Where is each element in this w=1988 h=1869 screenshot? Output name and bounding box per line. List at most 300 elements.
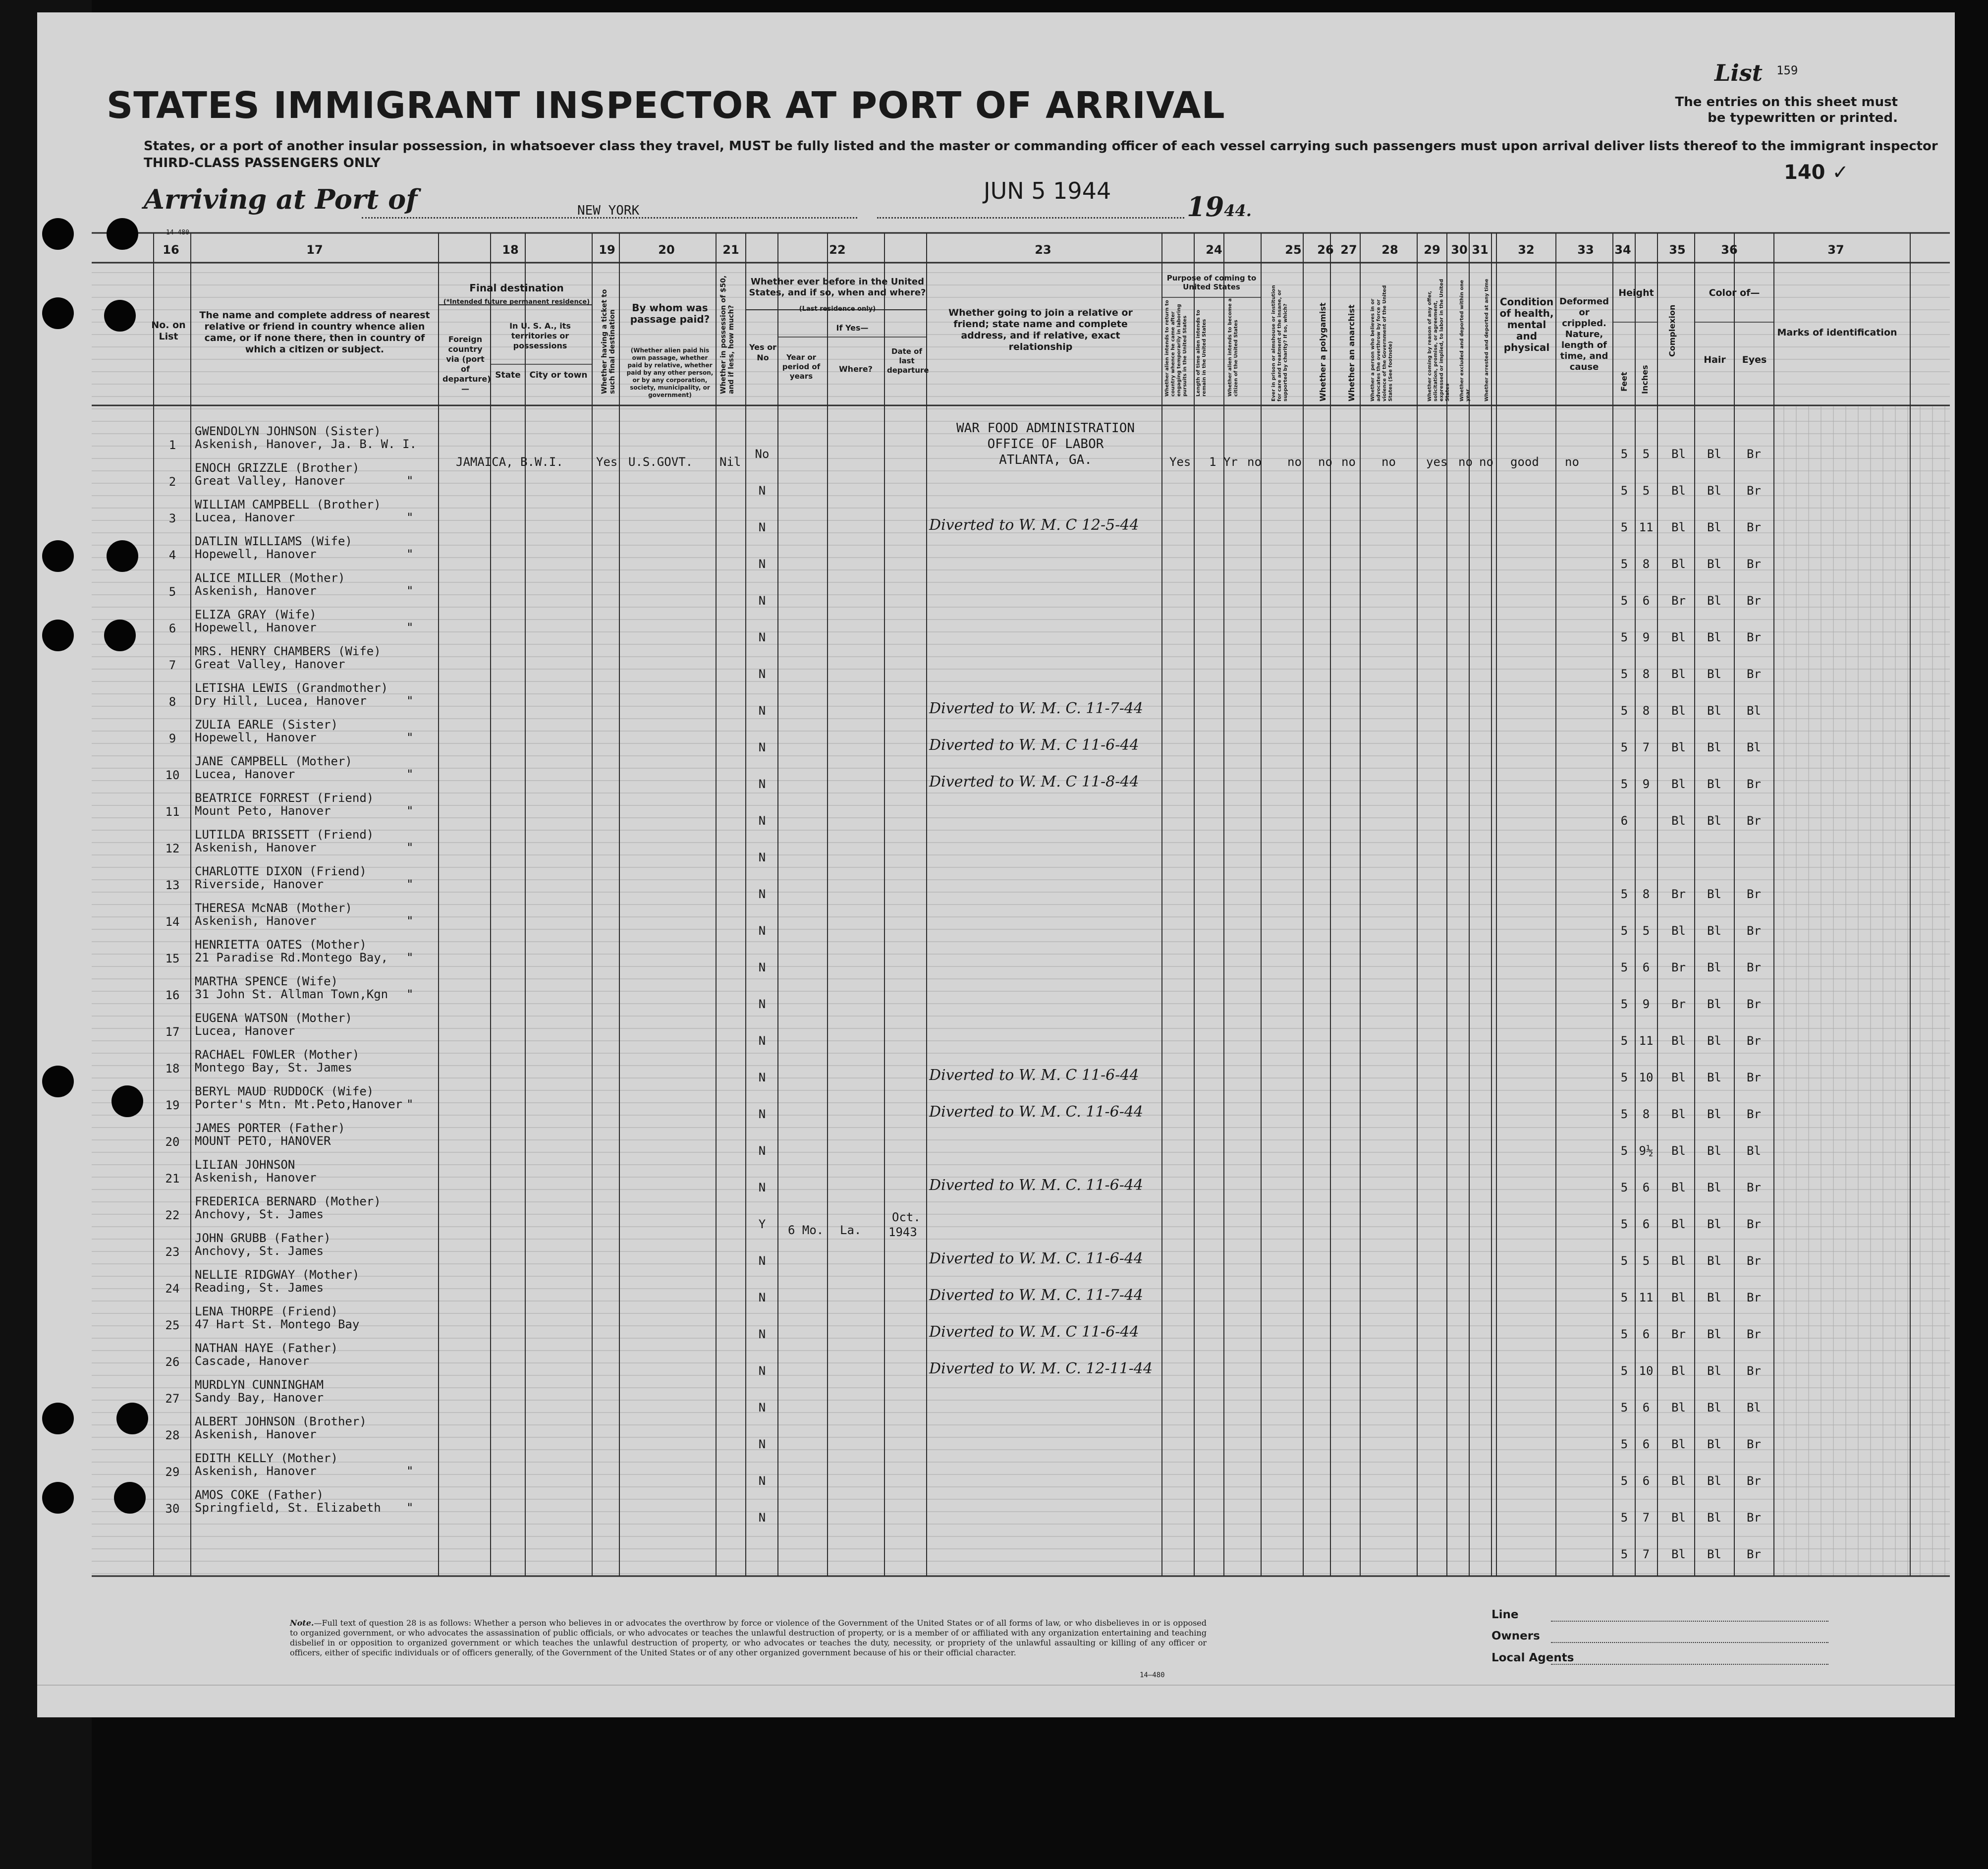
ditto-mark: " (406, 731, 414, 744)
eye-color: Br (1747, 1327, 1761, 1341)
header-overthrow: Whether a person who believes in or advocates the overthrow by force or violence of the Government of the United States (See footnote) (1370, 285, 1393, 401)
diverted-note: Diverted to W. M. C. 11-6-44 (929, 1103, 1144, 1121)
eye-color: Br (1747, 447, 1761, 461)
complexion: Br (1671, 1327, 1686, 1341)
hair-color: Bl (1707, 887, 1721, 901)
before-in-us: N (758, 1401, 766, 1415)
hair-color: Bl (1707, 1327, 1721, 1341)
height-inches: 6 (1642, 594, 1650, 608)
relative-address: Askenish, Hanover (195, 914, 317, 928)
date-stamp: JUN 5 1944 (984, 177, 1111, 204)
anarchist-value: no (1341, 455, 1356, 469)
complexion: Bl (1671, 1437, 1686, 1451)
height-inches: 6 (1642, 1217, 1650, 1231)
hair-color: Bl (1707, 630, 1721, 644)
header-inches: Inches (1640, 365, 1650, 394)
row-number: 16 (165, 988, 180, 1002)
column-number: 30 (1451, 243, 1468, 257)
agents-underline (1551, 1664, 1828, 1665)
before-in-us: N (758, 1327, 766, 1341)
relative-name: JAMES PORTER (Father) (195, 1121, 345, 1135)
hair-color: Bl (1707, 1437, 1721, 1451)
complexion: Bl (1671, 1254, 1686, 1268)
eye-color: Br (1747, 1217, 1761, 1231)
ditto-mark: " (406, 951, 414, 964)
stamp-line: OFFICE OF LABOR (987, 437, 1104, 452)
complexion: Bl (1671, 1034, 1686, 1048)
row-number: 13 (165, 878, 180, 892)
stamp-line: WAR FOOD ADMINISTRATION (956, 421, 1135, 436)
relative-name: WILLIAM CAMPBELL (Brother) (195, 498, 381, 511)
complexion: Br (1671, 594, 1686, 608)
ditto-mark: " (406, 621, 414, 634)
header-join-relative: Whether going to join a relative or friend; state name and complete address, and if relative, exact relationship (948, 307, 1133, 352)
eye-color: Br (1747, 961, 1761, 974)
eye-color: Bl (1747, 1144, 1761, 1158)
header-hair: Hair (1704, 354, 1726, 365)
hair-color: Bl (1707, 961, 1721, 974)
height-feet: 5 (1620, 1291, 1628, 1304)
header-before-in-us: Whether ever before in the United States, and if so, when and where? (749, 277, 926, 298)
eye-color: Br (1747, 594, 1761, 608)
eye-color: Br (1747, 1071, 1761, 1084)
ditto-mark: " (406, 877, 414, 891)
contract-labor-value: yes (1426, 455, 1448, 469)
money-value: Nil (719, 455, 741, 469)
row-number: 15 (165, 952, 180, 965)
header-prison: Ever in prison or almshouse or institution for care and treatment of the insane, or supported by charity? If so, which? (1271, 285, 1288, 401)
relative-name: NELLIE RIDGWAY (Mother) (195, 1268, 360, 1282)
punch-hole (42, 1482, 74, 1514)
relative-name: FREDERICA BERNARD (Mother) (195, 1194, 381, 1208)
height-feet: 5 (1620, 924, 1628, 938)
height-feet: 5 (1620, 667, 1628, 681)
eye-color: Bl (1747, 740, 1761, 754)
complexion: Bl (1671, 924, 1686, 938)
eye-color: Br (1747, 887, 1761, 901)
header-eyes: Eyes (1742, 354, 1767, 365)
relative-name: MARTHA SPENCE (Wife) (195, 974, 338, 988)
punch-hole (42, 1403, 74, 1434)
height-feet: 5 (1620, 1547, 1628, 1561)
hair-color: Bl (1707, 924, 1721, 938)
height-feet: 5 (1620, 630, 1628, 644)
height-feet: 5 (1620, 1327, 1628, 1341)
list-number: 159 (1776, 63, 1798, 77)
height-feet: 5 (1620, 704, 1628, 718)
relative-name: JANE CAMPBELL (Mother) (195, 754, 352, 768)
hair-color: Bl (1707, 777, 1721, 791)
ditto-mark: " (406, 841, 414, 854)
punch-hole (42, 297, 74, 329)
header-final-destination: Final destination (469, 282, 564, 294)
height-inches: 8 (1642, 887, 1650, 901)
height-feet: 5 (1620, 1474, 1628, 1488)
height-inches: 5 (1642, 1254, 1650, 1268)
hair-color: Bl (1707, 1217, 1721, 1231)
hair-color: Bl (1707, 740, 1721, 754)
complexion: Bl (1671, 667, 1686, 681)
height-feet: 5 (1620, 1217, 1628, 1231)
before-in-us: N (758, 887, 766, 901)
relative-name: ALICE MILLER (Mother) (195, 571, 345, 585)
before-in-us: N (758, 520, 766, 534)
line-underline (1551, 1621, 1828, 1622)
purpose-length-value: 1 Yr (1209, 455, 1238, 469)
row-number: 10 (165, 768, 180, 782)
row-number: 18 (165, 1062, 180, 1076)
relative-address: 47 Hart St. Montego Bay (195, 1317, 360, 1331)
punch-hole (111, 1085, 143, 1117)
owners-underline (1551, 1642, 1828, 1643)
eye-color: Bl (1747, 1401, 1761, 1415)
relative-address: Springfield, St. Elizabeth (195, 1501, 381, 1515)
header-foreign-country: Foreign country via (port of departure)— (442, 335, 491, 394)
height-inches: 7 (1642, 1547, 1650, 1561)
eye-color: Br (1747, 520, 1761, 534)
diverted-note: Diverted to W. M. C 11-8-44 (929, 773, 1139, 791)
header-no-on-list: No. on List (151, 320, 186, 342)
relative-address: Hopewell, Hanover (195, 731, 317, 744)
height-inches: 7 (1642, 1511, 1650, 1525)
ditto-mark: " (406, 1097, 414, 1111)
complexion: Bl (1671, 1547, 1686, 1561)
height-feet: 5 (1620, 557, 1628, 571)
height-inches: 11 (1639, 520, 1654, 534)
relative-name: NATHAN HAYE (Father) (195, 1341, 338, 1355)
row-number: 17 (165, 1025, 180, 1039)
punch-hole (107, 218, 138, 250)
row-number: 21 (165, 1172, 180, 1186)
prison-value: no (1287, 455, 1302, 469)
height-feet: 5 (1620, 484, 1628, 498)
hair-color: Bl (1707, 1511, 1721, 1525)
year-suffix: 44. (1224, 201, 1252, 220)
eye-color: Br (1747, 997, 1761, 1011)
row-number: 30 (165, 1502, 180, 1516)
form-number-bottom: 14—480 (1140, 1671, 1165, 1679)
before-in-us: N (758, 484, 766, 498)
column-number: 25 (1285, 243, 1302, 257)
height-inches: 10 (1639, 1364, 1654, 1378)
header-passage-paid-sub: (Whether alien paid his own passage, whether paid by relative, whether paid by any other person, or by any corporation, society, municipality, or government) (626, 347, 714, 398)
diverted-note: Diverted to W. M. C 11-6-44 (929, 1323, 1139, 1341)
footnote-text: —Full text of question 28 is as follows: Whether a person who believes in or advocates the overthrow by force or violence of the Government of the United States or of all forms of law, or who disbelieves in or is opposed to organized government, or who advocates the assassination of public officials, or who advocates or teaches the unlawful destruction of property, or is a member of or affiliated with any organization entertaining and teaching disbelief in or opposition to organized government or which teaches the unlawful destruction of property, or who advocates or teaches the duty, necessity, or propriety of the unlawful assaulting or killing of any officer or officers, either of specific individuals or of officers generally, of the Government of the United States or of any other organized government because of his or their official character. (290, 1618, 1207, 1657)
paid-by-value: U.S.GOVT. (628, 455, 693, 469)
purpose-citizen-value: no (1247, 455, 1262, 469)
relative-name: HENRIETTA OATES (Mother) (195, 938, 367, 952)
height-inches: 6 (1642, 1327, 1650, 1341)
diverted-note: Diverted to W. M. C. 11-7-44 (929, 1287, 1144, 1304)
header-fifty-dollars: Whether in possession of $50, and if less, how much? (719, 275, 735, 394)
column-number: 22 (829, 243, 846, 257)
header-height: Height (1618, 287, 1654, 298)
diverted-note: Diverted to W. M. C. 11-6-44 (929, 1250, 1144, 1267)
year-prefix: 19 (1187, 191, 1224, 223)
header-anarchist: Whether an anarchist (1347, 304, 1356, 401)
column-number: 21 (722, 243, 739, 257)
punch-hole (107, 540, 138, 572)
column-number: 20 (658, 243, 675, 257)
height-inches: 11 (1639, 1291, 1654, 1304)
column-number: 26 (1317, 243, 1334, 257)
ditto-mark: " (406, 914, 414, 928)
eye-color: Br (1747, 667, 1761, 681)
before-in-us: N (758, 594, 766, 608)
health-value: good (1510, 455, 1539, 469)
header-final-destination-sub: (*Intended future permanent residence) (443, 298, 590, 306)
relative-name: RACHAEL FOWLER (Mother) (195, 1048, 360, 1062)
diverted-note: Diverted to W. M. C 11-6-44 (929, 736, 1139, 754)
before-in-us: N (758, 997, 766, 1011)
header-arrested: Whether arrested and deported at any time (1484, 279, 1490, 401)
relative-name: BEATRICE FORREST (Friend) (195, 791, 374, 805)
form-title: STATES IMMIGRANT INSPECTOR AT PORT OF ARRIVAL (107, 84, 1225, 127)
relative-address: Askenish, Hanover (195, 1427, 317, 1441)
eye-color: Br (1747, 814, 1761, 828)
ditto-mark: " (406, 547, 414, 561)
war-food-stamp (927, 420, 1164, 468)
row-number: 14 (165, 915, 180, 929)
relative-address: Cascade, Hanover (195, 1354, 310, 1368)
relative-name: AMOS COKE (Father) (195, 1488, 324, 1502)
sheet-number: 140 ✓ (1784, 161, 1849, 184)
hair-color: Bl (1707, 704, 1721, 718)
complexion: Bl (1671, 1071, 1686, 1084)
before-in-us: N (758, 850, 766, 864)
eye-color: Bl (1747, 704, 1761, 718)
height-feet: 5 (1620, 1364, 1628, 1378)
before-in-us: N (758, 1474, 766, 1488)
header-deformed: Deformed or crippled. Nature, length of time, and cause (1559, 296, 1609, 372)
prior-period-value: 6 Mo. (788, 1223, 824, 1237)
row-number: 20 (165, 1135, 180, 1149)
height-feet: 5 (1620, 997, 1628, 1011)
complexion: Bl (1671, 1107, 1686, 1121)
hair-color: Bl (1707, 1547, 1721, 1561)
complexion: Bl (1671, 704, 1686, 718)
complexion: Br (1671, 961, 1686, 974)
prior-where-value: La. (840, 1223, 862, 1237)
header-ticket: Whether having a ticket to such final destination (601, 289, 616, 394)
row-number: 9 (168, 732, 176, 745)
final-destination-value: JAMAICA, B.W.I. (456, 455, 563, 469)
row-number: 27 (165, 1392, 180, 1406)
header-marks: Marks of identification (1777, 327, 1897, 338)
height-inches: 6 (1642, 1474, 1650, 1488)
ticket-value: Yes (596, 455, 618, 469)
punch-hole (42, 1066, 74, 1097)
header-contract-labor: Whether coming by reason of any offer, solicitation, promise, or agreement, expressed or implied, to labor in the United States (1427, 279, 1450, 401)
header-purpose-length: Length of time alien intends to remain in the United States (1196, 310, 1207, 396)
header-color-of: Color of— (1709, 287, 1760, 298)
relative-name: ZULIA EARLE (Sister) (195, 718, 338, 732)
complexion: Br (1671, 997, 1686, 1011)
column-number: 19 (599, 243, 615, 257)
eye-color: Br (1747, 1511, 1761, 1525)
relative-name: LENA THORPE (Friend) (195, 1304, 338, 1318)
relative-address: Hopewell, Hanover (195, 621, 317, 634)
before-in-us: N (758, 667, 766, 681)
before-in-us: N (758, 1034, 766, 1048)
complexion: Br (1671, 887, 1686, 901)
before-in-us: N (758, 1071, 766, 1084)
line-label: Line (1491, 1608, 1519, 1621)
hair-color: Bl (1707, 1364, 1721, 1378)
relative-name: JOHN GRUBB (Father) (195, 1231, 331, 1245)
eye-color: Br (1747, 1474, 1761, 1488)
header-polygamist: Whether a polygamist (1318, 302, 1327, 401)
ditto-mark: " (406, 584, 414, 598)
hair-color: Bl (1707, 1034, 1721, 1048)
row-number: 1 (168, 438, 176, 452)
header-purpose: Purpose of coming to United States (1166, 274, 1257, 291)
height-inches: 8 (1642, 1107, 1650, 1121)
before-in-us: N (758, 557, 766, 571)
height-inches: 8 (1642, 667, 1650, 681)
relative-name: DATLIN WILLIAMS (Wife) (195, 534, 352, 548)
column-number: 34 (1614, 243, 1631, 257)
column-number: 37 (1827, 243, 1844, 257)
polygamist-value: no (1318, 455, 1332, 469)
arriving-label: Arriving at Port of (144, 183, 418, 215)
height-inches: 11 (1639, 1034, 1654, 1048)
complexion: Bl (1671, 447, 1686, 461)
before-in-us: N (758, 1364, 766, 1378)
height-inches: 6 (1642, 961, 1650, 974)
punch-hole (42, 540, 74, 572)
hair-color: Bl (1707, 814, 1721, 828)
height-inches: 9 (1642, 777, 1650, 791)
header-in-usa: In U. S. A., its territories or possessions (509, 321, 571, 350)
height-feet: 5 (1620, 777, 1628, 791)
relative-address: Askenish, Hanover (195, 841, 317, 854)
relative-name: ENOCH GRIZZLE (Brother) (195, 461, 360, 475)
header-city: City or town (529, 370, 588, 380)
hair-color: Bl (1707, 557, 1721, 571)
header-purpose-citizen: Whether alien intends to become a citizen of the United States (1227, 298, 1239, 396)
height-feet: 5 (1620, 961, 1628, 974)
hair-color: Bl (1707, 1181, 1721, 1194)
column-number: 32 (1518, 243, 1535, 257)
row-number: 28 (165, 1428, 180, 1442)
row-number: 8 (168, 695, 176, 709)
port-value: NEW YORK (577, 203, 640, 218)
overthrow-value: no (1381, 455, 1396, 469)
footnote-label: Note. (290, 1618, 314, 1628)
height-inches: 10 (1639, 1071, 1654, 1084)
hair-color: Bl (1707, 1291, 1721, 1304)
relative-address: Great Valley, Hanover (195, 657, 345, 671)
height-inches: 6 (1642, 1401, 1650, 1415)
ditto-mark: " (406, 987, 414, 1001)
relative-name: ELIZA GRAY (Wife) (195, 608, 317, 622)
before-in-us: N (758, 1181, 766, 1194)
eye-color: Br (1747, 1364, 1761, 1378)
relative-address: Dry Hill, Lucea, Hanover (195, 694, 367, 708)
diverted-note: Diverted to W. M. C. 11-7-44 (929, 700, 1144, 717)
eye-color: Br (1747, 630, 1761, 644)
before-in-us: N (758, 1511, 766, 1525)
row-number: 24 (165, 1282, 180, 1296)
hair-color: Bl (1707, 520, 1721, 534)
height-inches: 8 (1642, 704, 1650, 718)
relative-address: Askenish, Hanover (195, 1464, 317, 1478)
column-number: 18 (502, 243, 519, 257)
relative-address: Great Valley, Hanover (195, 474, 345, 488)
hair-color: Bl (1707, 1144, 1721, 1158)
arrested-value: no (1479, 455, 1493, 469)
stamp-line: ATLANTA, GA. (999, 453, 1092, 467)
header-nearest-relative: The name and complete address of nearest relative or friend in country whence alien came, or if none there, then in country of which a citizen or subject. (199, 310, 430, 355)
row-number: 3 (168, 511, 176, 525)
eye-color: Br (1747, 924, 1761, 938)
relative-address: Lucea, Hanover (195, 510, 295, 524)
complexion: Bl (1671, 1364, 1686, 1378)
column-number: 36 (1721, 243, 1738, 257)
ditto-mark: " (406, 474, 414, 488)
before-in-us: N (758, 740, 766, 754)
row-number: 25 (165, 1318, 180, 1332)
complexion: Bl (1671, 520, 1686, 534)
relative-name: MRS. HENRY CHAMBERS (Wife) (195, 644, 381, 658)
height-feet: 5 (1620, 1401, 1628, 1415)
diverted-note: Diverted to W. M. C 11-6-44 (929, 1067, 1139, 1084)
eye-color: Br (1747, 557, 1761, 571)
eye-color: Br (1747, 1034, 1761, 1048)
height-feet: 5 (1620, 520, 1628, 534)
relative-address: Lucea, Hanover (195, 1024, 295, 1038)
column-number: 17 (306, 243, 323, 257)
before-in-us: N (758, 961, 766, 974)
instruction-line: States, or a port of another insular possession, in whatsoever class they travel, MUST be fully listed and the master or commanding officer of each vessel carrying such passengers must upon arrival deliver lists thereof to the immigrant inspector (144, 139, 1938, 154)
height-feet: 6 (1620, 814, 1628, 828)
relative-address: Lucea, Hanover (195, 767, 295, 781)
height-inches: 7 (1642, 740, 1650, 754)
before-in-us: N (758, 777, 766, 791)
eye-color: Br (1747, 1437, 1761, 1451)
hair-color: Bl (1707, 1107, 1721, 1121)
column-number: 33 (1577, 243, 1594, 257)
before-in-us: N (758, 1254, 766, 1268)
height-inches: 5 (1642, 484, 1650, 498)
header-period: Year or period of years (782, 353, 821, 381)
before-in-us: N (758, 1437, 766, 1451)
complexion: Bl (1671, 1181, 1686, 1194)
complexion: Bl (1671, 1474, 1686, 1488)
relative-address: 21 Paradise Rd.Montego Bay, (195, 951, 388, 964)
height-feet: 5 (1620, 1181, 1628, 1194)
form-number-top: 14-480 (166, 229, 189, 236)
hair-color: Bl (1707, 667, 1721, 681)
height-feet: 5 (1620, 1437, 1628, 1451)
column-number: 35 (1669, 243, 1686, 257)
before-in-us: Y (758, 1217, 766, 1231)
before-in-us: N (758, 1107, 766, 1121)
relative-address: Mount Peto, Hanover (195, 804, 331, 818)
punch-hole (114, 1482, 146, 1514)
footnote (290, 1618, 1207, 1658)
row-number: 11 (165, 805, 180, 819)
complexion: Bl (1671, 484, 1686, 498)
complexion: Bl (1671, 1291, 1686, 1304)
relative-name: LILIAN JOHNSON (195, 1158, 295, 1172)
height-inches: 5 (1642, 447, 1650, 461)
owners-label: Owners (1491, 1630, 1540, 1642)
relative-address: Porter's Mtn. Mt.Peto,Hanover (195, 1097, 403, 1111)
ditto-mark: " (406, 767, 414, 781)
relative-name: GWENDOLYN JOHNSON (Sister) (195, 424, 381, 438)
